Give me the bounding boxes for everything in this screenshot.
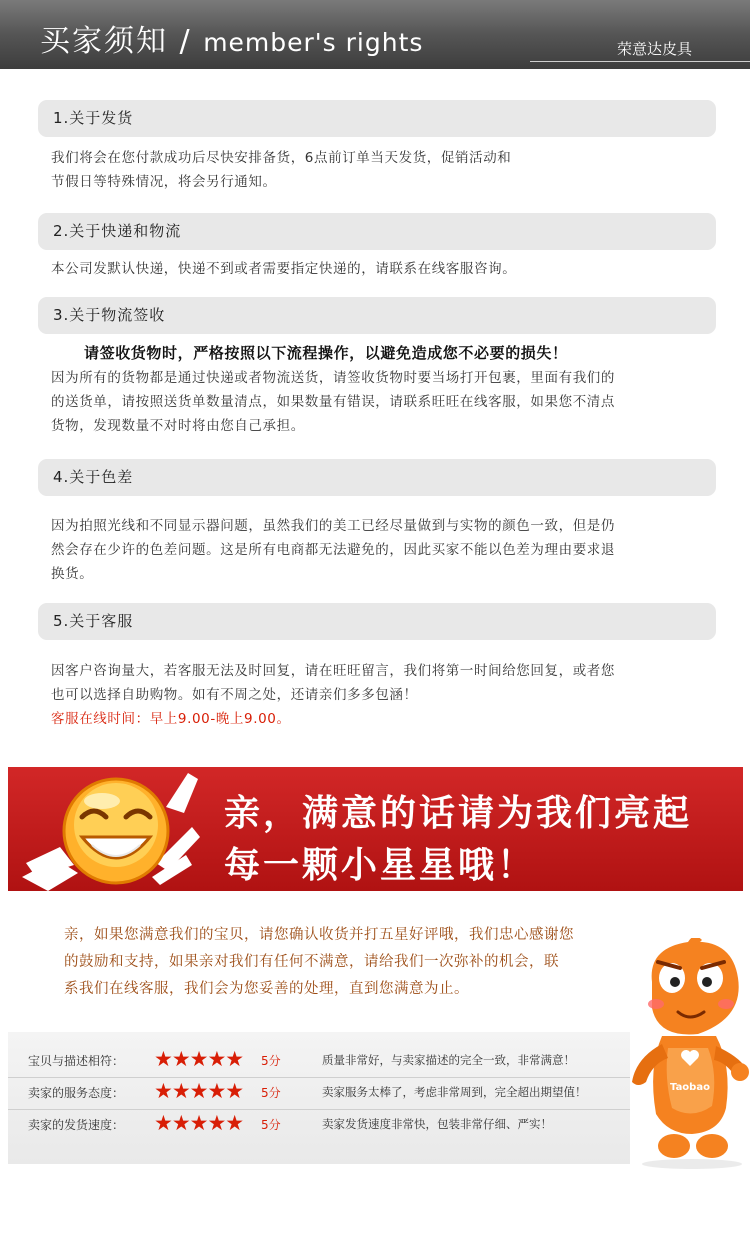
section-text-shipping — [51, 146, 699, 194]
text-line: 我们将会在您付款成功后尽快安排备货，6点前订单当天发货，促销活动和 — [51, 150, 512, 166]
rating-label: 宝贝与描述相符： — [28, 1054, 125, 1068]
five-stars-icon: ★★★★★ — [154, 1111, 244, 1135]
thumbs-up-smiley-icon — [16, 767, 206, 891]
text-line: 然会存在少许的色差问题。这是所有电商都无法避免的，因此买家不能以色差为理由要求退 — [51, 542, 615, 558]
text-line: 也可以选择自助购物。如有不周之处，还请亲们多多包涵！ — [51, 687, 418, 703]
text-line: 节假日等特殊情况，将会另行通知。 — [51, 174, 277, 190]
title-en: member's rights — [203, 28, 424, 57]
text-line: 本公司发默认快递，快递不到或者需要指定快递的，请联系在线客服咨询。 — [51, 261, 517, 277]
section-title-service: 5.关于客服 — [38, 603, 716, 640]
five-stars-icon: ★★★★★ — [154, 1047, 244, 1071]
page-header — [0, 0, 750, 69]
rating-score: 5分 — [261, 1118, 281, 1132]
section-text-express — [51, 257, 699, 281]
text-line: 系我们在线客服，我们会为您妥善的处理，直到您满意为止。 — [64, 981, 469, 997]
text-line: 货物，发现数量不对时将由您自己承担。 — [51, 418, 305, 434]
text-line: 因为拍照光线和不同显示器问题，虽然我们的美工已经尽量做到与实物的颜色一致，但是仍 — [51, 518, 615, 534]
text-line: 的送货单，请按照送货单数量清点，如果数量有错误，请联系旺旺在线客服，如果您不清点 — [51, 394, 615, 410]
section-title-shipping: 1.关于发货 — [38, 100, 716, 137]
section-title-color: 4.关于色差 — [38, 459, 716, 496]
title-separator: / — [168, 24, 204, 59]
section-text-signing — [51, 366, 699, 438]
banner-line-1: 亲，满意的话请为我们亮起 — [224, 793, 693, 834]
section-title-signing: 3.关于物流签收 — [38, 297, 716, 334]
rating-comment: 质量非常好，与卖家描述的完全一致，非常满意！ — [322, 1053, 575, 1067]
rating-label: 卖家的服务态度： — [28, 1086, 125, 1100]
signing-emphasis: 请签收货物时，严格按照以下流程操作，以避免造成您不必要的损失！ — [84, 344, 568, 362]
section-text-service — [51, 659, 699, 731]
service-hours: 客服在线时间：早上9.00-晚上9.00。 — [51, 711, 291, 727]
rating-banner — [8, 767, 743, 891]
rating-row — [8, 1076, 630, 1108]
title-cn: 买家须知 — [40, 24, 168, 59]
rating-score: 5分 — [261, 1086, 281, 1100]
text-line: 换货。 — [51, 566, 94, 582]
text-line: 因为所有的货物都是通过快递或者物流送货，请签收货物时要当场打开包裹，里面有我们的 — [51, 370, 615, 386]
header-divider — [530, 61, 750, 62]
banner-line-2: 每一颗小星星哦！ — [224, 845, 537, 886]
taobao-mascot-icon — [628, 938, 750, 1170]
rating-row — [8, 1044, 630, 1076]
rating-score: 5分 — [261, 1054, 281, 1068]
rating-table — [8, 1032, 630, 1164]
rating-label: 卖家的发货速度： — [28, 1118, 125, 1132]
text-line: 因客户咨询量大，若客服无法及时回复，请在旺旺留言，我们将第一时间给您回复，或者您 — [51, 663, 615, 679]
five-stars-icon: ★★★★★ — [154, 1079, 244, 1103]
rating-comment: 卖家发货速度非常快，包装非常仔细、严实！ — [322, 1117, 552, 1131]
text-line: 的鼓励和支持，如果亲对我们有任何不满意，请给我们一次弥补的机会，联 — [64, 954, 559, 970]
rating-row — [8, 1108, 630, 1140]
rating-comment: 卖家服务太棒了，考虑非常周到，完全超出期望值！ — [322, 1085, 587, 1099]
page-title — [40, 16, 423, 60]
mascot-logo-text: Taobao — [670, 1082, 710, 1093]
brand-name: 荣意达皮具 — [616, 40, 692, 58]
section-title-express: 2.关于快递和物流 — [38, 213, 716, 250]
section-text-color — [51, 514, 699, 586]
text-line: 亲，如果您满意我们的宝贝，请您确认收货并打五星好评哦，我们忠心感谢您 — [64, 927, 574, 943]
review-appeal-text — [64, 922, 624, 1003]
